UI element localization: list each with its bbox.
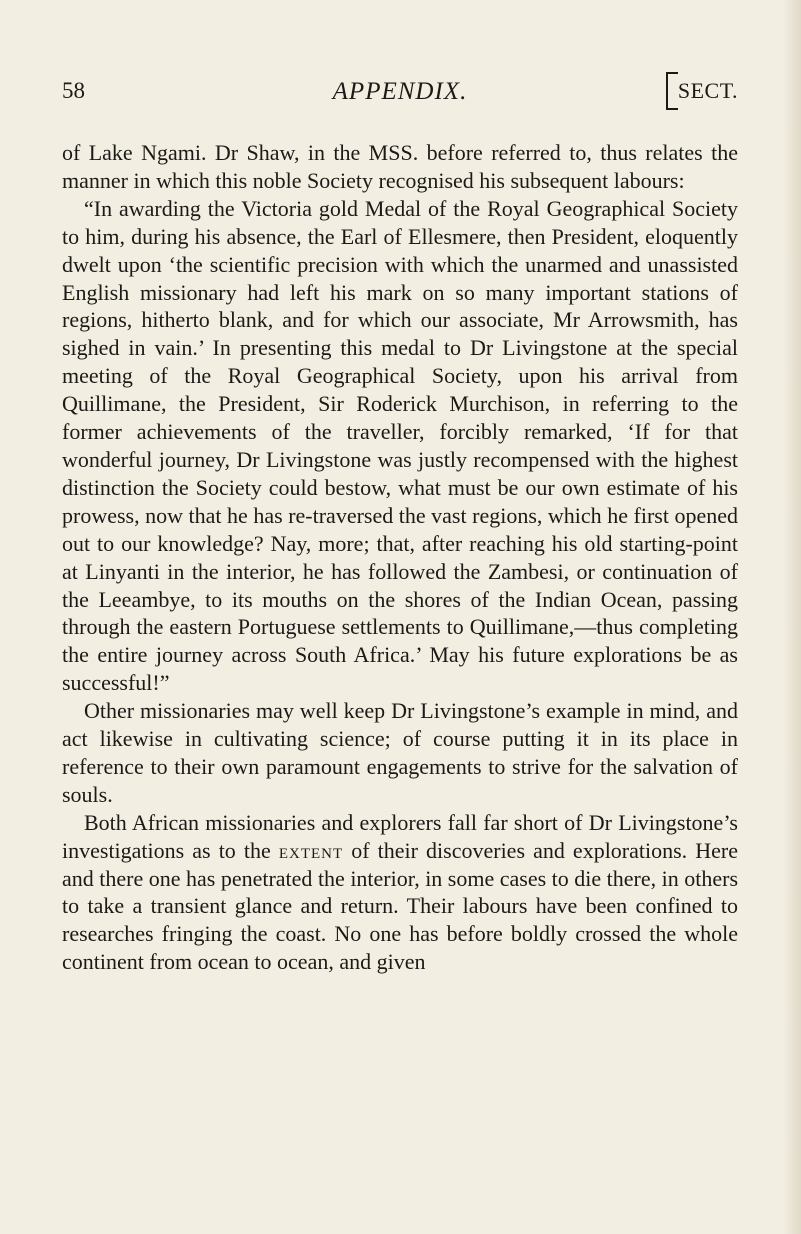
paragraph-missionaries: Other missionaries may well keep Dr Livingstone’s example in mind, and act likewise in cultivating science; of course putting it in its place in reference to their own paramount engagements to strive for the salvation of souls. bbox=[62, 698, 738, 807]
paragraph-explorers-end: of their discoveries and explorations. Here and there one has penetrated the interior, in some cases to die there, in others to take a transient glance and return. Their labours have been confined to researches fringing the coast. No one has before boldly crossed the whole continent from ocean to ocean, and given bbox=[62, 837, 739, 975]
paragraph-explorers bbox=[62, 809, 738, 976]
section-bracket bbox=[666, 72, 678, 110]
paragraph-intro: of Lake Ngami. Dr Shaw, in the MSS. before referred to, thus relates the manner in which this noble Society recognised his subsequent labours: bbox=[62, 140, 738, 193]
paragraph-quotation: “In awarding the Victoria gold Medal of the Royal Geographical Society to him, during his absence, the Earl of Ellesmere, then President, eloquently dwelt upon ‘the scientific precision with which the unarmed and unassisted English missionary had left his mark on so many important stations of regions, hitherto blank, and for which our associate, Mr Arrowsmith, has sighed in vain.’ In presenting this medal to Dr Livingstone at the special meeting of the Royal Geographical Society, upon his arrival from Quillimane, the President, Sir Roderick Murchison, in referring to the former achievements of the traveller, forcibly remarked, ‘If for that wonderful journey, Dr Livingstone was justly recompensed with the highest distinction the Society could bestow, what must be our own estimate of his prowess, now that he has re-traversed the vast regions, which he first opened out to our knowledge? Nay, more; that, after reaching his old starting-point at Linyanti in the interior, he has followed the Zambesi, or continuation of the Leeambye, to its mouths on the shores of the Indian Ocean, passing through the eastern Portuguese settlements to Quillimane,—thus completing the entire journey across South Africa.’ May his future explorations be as successful!” bbox=[62, 195, 738, 696]
emphasis-extent: extent bbox=[278, 837, 344, 863]
running-title: APPENDIX. bbox=[332, 78, 468, 105]
page-edge-shade bbox=[783, 0, 801, 1234]
paragraph-explorers-start: Both African missionaries and explorers fall far short of Dr Livingstone’s investigations as to the bbox=[62, 809, 738, 863]
body-text bbox=[62, 139, 738, 976]
page-number: 58 bbox=[62, 78, 85, 103]
section-label bbox=[678, 78, 738, 104]
section-label-text: SECT. bbox=[677, 78, 738, 103]
page-header bbox=[62, 78, 738, 112]
